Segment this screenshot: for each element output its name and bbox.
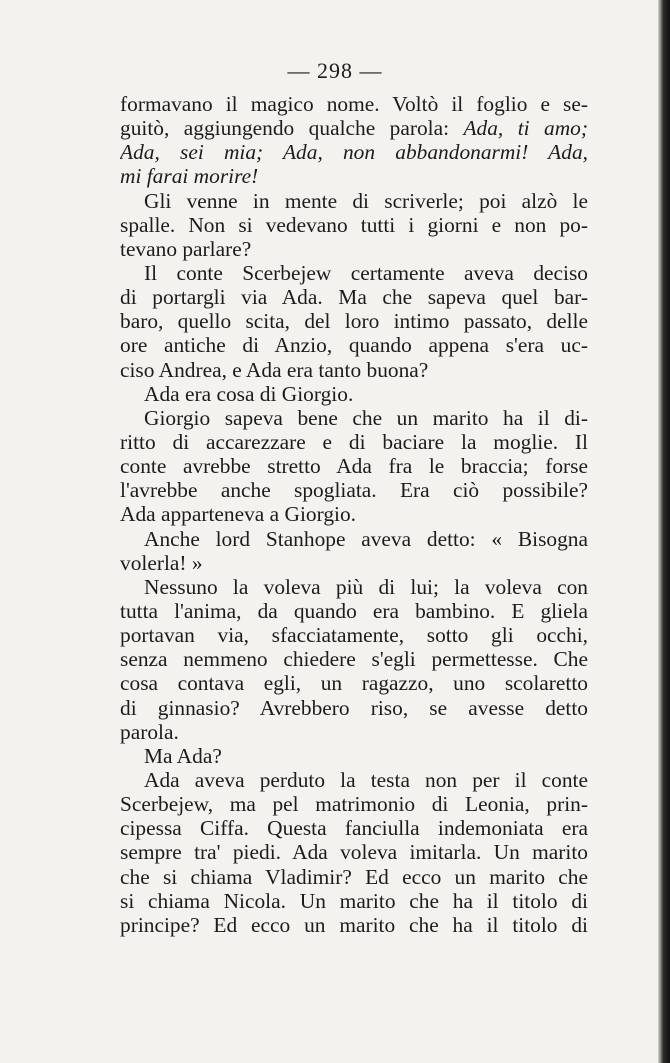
text-line [120, 285, 588, 309]
line-text: Ada apparteneva a Giorgio. [120, 502, 356, 527]
line-text: Ma Ada? [144, 743, 222, 768]
line-italic-text: Ada, ti amo; [463, 116, 588, 141]
text-line [120, 189, 588, 213]
line-text: ore antiche di Anzio, quando appena s'era uc- [120, 333, 588, 358]
text-line [120, 454, 588, 478]
text-line [120, 720, 588, 744]
line-text: senza nemmeno chiedere s'egli permettesse. Che [120, 647, 588, 672]
text-line [120, 116, 588, 140]
text-line [120, 768, 588, 792]
line-text: Scerbejew, ma pel matrimonio di Leonia, prin- [120, 792, 588, 817]
text-line [120, 696, 588, 720]
text-line [120, 671, 588, 695]
line-text: tevano parlare? [120, 236, 252, 261]
text-line [120, 333, 588, 357]
line-text: volerla! » [120, 550, 203, 575]
text-line [120, 213, 588, 237]
line-text: Giorgio sapeva bene che un marito ha il di- [144, 405, 588, 430]
text-line [120, 502, 588, 526]
text-line [120, 527, 588, 551]
text-line [120, 140, 588, 164]
text-line [120, 358, 588, 382]
text-line [120, 599, 588, 623]
line-italic-text: mi farai morire! [120, 164, 259, 189]
page-edge [658, 0, 670, 1063]
text-line [120, 816, 588, 840]
text-line [120, 92, 588, 116]
line-text: Gli venne in mente di scriverle; poi alzò le [144, 188, 588, 213]
line-text: cosa contava egli, un ragazzo, uno scolaretto [120, 671, 588, 696]
text-line [120, 478, 588, 502]
line-text: sempre tra' piedi. Ada voleva imitarla. Un marito [120, 840, 588, 865]
line-text: Il conte Scerbejew certamente aveva deciso [144, 260, 588, 285]
line-text: portavan via, sfacciatamente, sotto gli occhi, [120, 623, 588, 648]
line-text: che si chiama Vladimir? Ed ecco un marito che [120, 864, 588, 889]
text-line [120, 840, 588, 864]
text-line [120, 647, 588, 671]
text-line [120, 261, 588, 285]
line-text: Nessuno la voleva più di lui; la voleva con [144, 574, 588, 599]
line-text: di ginnasio? Avrebbero riso, se avesse detto [120, 695, 588, 720]
line-text: principe? Ed ecco un marito che ha il titolo di [120, 912, 588, 937]
line-text: cipessa Ciffa. Questa fanciulla indemoniata era [120, 816, 588, 841]
text-line [120, 865, 588, 889]
text-line [120, 575, 588, 599]
line-text: baro, quello scita, del loro intimo passato, delle [120, 309, 588, 334]
line-text: tutta l'anima, da quando era bambino. E gliela [120, 598, 588, 623]
page-number: — 298 — [287, 58, 383, 83]
line-text: Anche lord Stanhope aveva detto: « Bisogna [144, 526, 588, 551]
line-text: si chiama Nicola. Un marito che ha il titolo di [120, 888, 588, 913]
text-line [120, 913, 588, 937]
line-text: Ada aveva perduto la testa non per il conte [144, 767, 588, 792]
text-line [120, 792, 588, 816]
line-text: Ada era cosa di Giorgio. [144, 381, 354, 406]
text-line [120, 382, 588, 406]
text-line [120, 237, 588, 261]
text-line [120, 164, 588, 188]
line-text: formavano il magico nome. Voltò il foglio e se- [120, 92, 588, 116]
line-italic-text: Ada, sei mia; Ada, non abbandonarmi! Ada, [120, 140, 588, 165]
line-text: guitò, aggiungendo qualche parola: [120, 116, 464, 141]
text-line [120, 309, 588, 333]
line-text: conte avrebbe stretto Ada fra le braccia; forse [120, 454, 588, 479]
line-text: spalle. Non si vedevano tutti i giorni e non po- [120, 212, 588, 237]
text-line [120, 406, 588, 430]
text-line [120, 623, 588, 647]
text-line [120, 551, 588, 575]
body-text [120, 92, 588, 937]
line-text: ritto di accarezzare e di baciare la moglie. Il [120, 429, 588, 454]
text-line [120, 430, 588, 454]
line-text: di portargli via Ada. Ma che sapeva quel bar- [120, 285, 588, 310]
line-text: parola. [120, 719, 179, 744]
text-line [120, 889, 588, 913]
text-line [120, 744, 588, 768]
line-text: ciso Andrea, e Ada era tanto buona? [120, 357, 429, 382]
line-text: l'avrebbe anche spogliata. Era ciò possibile? [120, 478, 588, 503]
